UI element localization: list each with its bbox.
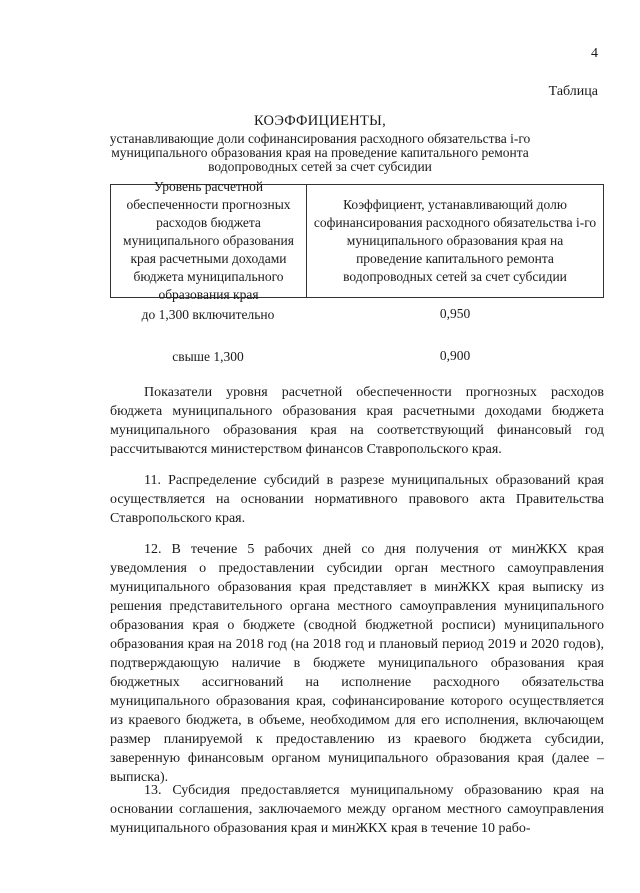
header-cell-level: Уровень расчетной обеспеченности прогнозных расходов бюджета муниципального образования края расчетными доходами бюджета муниципального образования края (111, 185, 307, 297)
table-title: КОЭФФИЦИЕНТЫ, (253, 113, 387, 129)
table-row-2-level: свыше 1,300 (172, 349, 244, 364)
table-subtitle: устанавливающие доли софинансирования расходного обязательства i-го муниципального образования края на проведение капитального ремонта водопроводных сетей за счет субсидии (109, 131, 531, 174)
page-number: 4 (591, 46, 598, 61)
coefficients-table-header (110, 179, 604, 302)
table-row-1-level: до 1,300 включительно (141, 307, 275, 322)
table-row-1-coef: 0,950 (439, 306, 471, 321)
paragraph-indicators: Показатели уровня расчетной обеспеченности прогнозных расходов бюджета муниципального образования края расчетными доходами бюджета муниципального образования края на соответствующий финансовый год рассчитываются министерством финансов Ставропольского края. (110, 385, 604, 457)
table-label: Таблица (548, 84, 598, 99)
paragraph-11: 11. Распределение субсидий в разрезе муниципальных образований края осуществляется на основании нормативного правового акта Правительства Ставропольского края. (110, 473, 604, 526)
paragraph-13: 13. Субсидия предоставляется муниципальному образованию края на основании соглашения, заключаемого между органом местного самоуправления муниципального образования края и минЖКХ края в течение 10 рабо- (110, 783, 604, 836)
table-row-2-coef: 0,900 (439, 348, 471, 363)
header-cell-coefficient: Коэффициент, устанавливающий долю софинансирования расходного обязательства i-го муниципального образования края на проведение капитального ремонта водопроводных сетей за счет субсидии (313, 197, 597, 284)
paragraph-12: 12. В течение 5 рабочих дней со дня получения от минЖКХ края уведомления о предоставлении субсидии орган местного самоуправления муниципального образования края представляет в минЖКХ края выписку из решения представительного органа местного самоуправления муниципального образования края о бюджете (сводной бюджетной росписи) муниципального образования края на 2018 год (на 2018 год и плановый период 2019 и 2020 годов), подтверждающую наличие в бюджете муниципального образования края бюджетных ассигнований на исполнение расходного обязательства муниципального образования края, софинансирование которого осуществляется из краевого бюджета, в объеме, необходимом для его исполнения, включающем размер планируемой к предоставлению из краевого бюджета субсидии, заверенную финансовым органом муниципального образования края (далее – выписка). (110, 542, 604, 785)
